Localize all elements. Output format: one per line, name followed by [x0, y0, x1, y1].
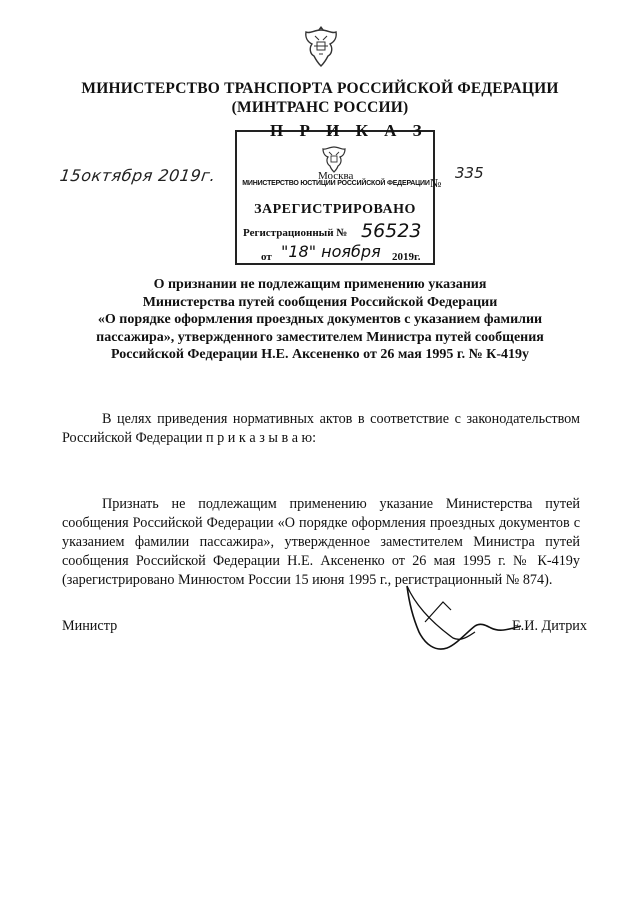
stamp-reg-number: 56523	[361, 220, 422, 242]
signer-position: Министр	[62, 618, 118, 634]
document-type: П Р И К А З	[270, 121, 428, 140]
ministry-name: МИНИСТЕРСТВО ТРАНСПОРТА РОССИЙСКОЙ ФЕДЕРАЦИИ	[81, 80, 559, 97]
preamble-paragraph: В целях приведения нормативных актов в соответствие с законодательством Российской Федерации п р и к а з ы в а ю:	[62, 411, 580, 446]
order-paragraph: Признать не подлежащим применению указание Министерства путей сообщения Российской Федерации «О порядке оформления проездных документов с указанием фамилии пассажира», утвержденное заместителем Министра путей сообщения Российской Федерации Н.Е. Аксененко от 26 мая 1995 г. № К-419у (зарегистрировано Минюстом России 15 июня 1995 г., регистрационный № 874).	[62, 496, 580, 588]
stamp-issuer: МИНИСТЕРСТВО ЮСТИЦИИ РОССИЙСКОЙ ФЕДЕРАЦИИ	[242, 180, 430, 187]
stamp-date-prefix: от	[261, 251, 272, 263]
stamp-registered: ЗАРЕГИСТРИРОВАНО	[254, 202, 416, 217]
title-line: О признании не подлежащим применению указания	[153, 277, 487, 292]
title-line: пассажира», утвержденного заместителем Министра путей сообщения	[96, 329, 544, 345]
stamp-date: "18" ноября	[281, 242, 381, 261]
order-number: 335	[455, 164, 484, 182]
stamp-year: 2019г.	[392, 251, 421, 263]
stamp-reg-number-label: Регистрационный №	[243, 227, 348, 239]
signer-name: Е.И. Дитрих	[512, 618, 587, 634]
order-city: Москва	[318, 170, 354, 182]
title-line: Министерства путей сообщения Российской Федерации	[142, 294, 498, 310]
title-line: Российской Федерации Н.Е. Аксененко от 26 мая 1995 г. № К-419у	[110, 347, 529, 362]
order-date: 15октября 2019г.	[58, 166, 218, 185]
ministry-short-name: (МИНТРАНС РОССИИ)	[231, 99, 409, 116]
order-number-sign: №	[430, 176, 442, 190]
document-title	[70, 276, 570, 364]
coat-of-arms-icon	[300, 22, 342, 68]
title-line: «О порядке оформления проездных документов с указанием фамилии	[97, 312, 543, 327]
registration-stamp	[235, 130, 435, 265]
